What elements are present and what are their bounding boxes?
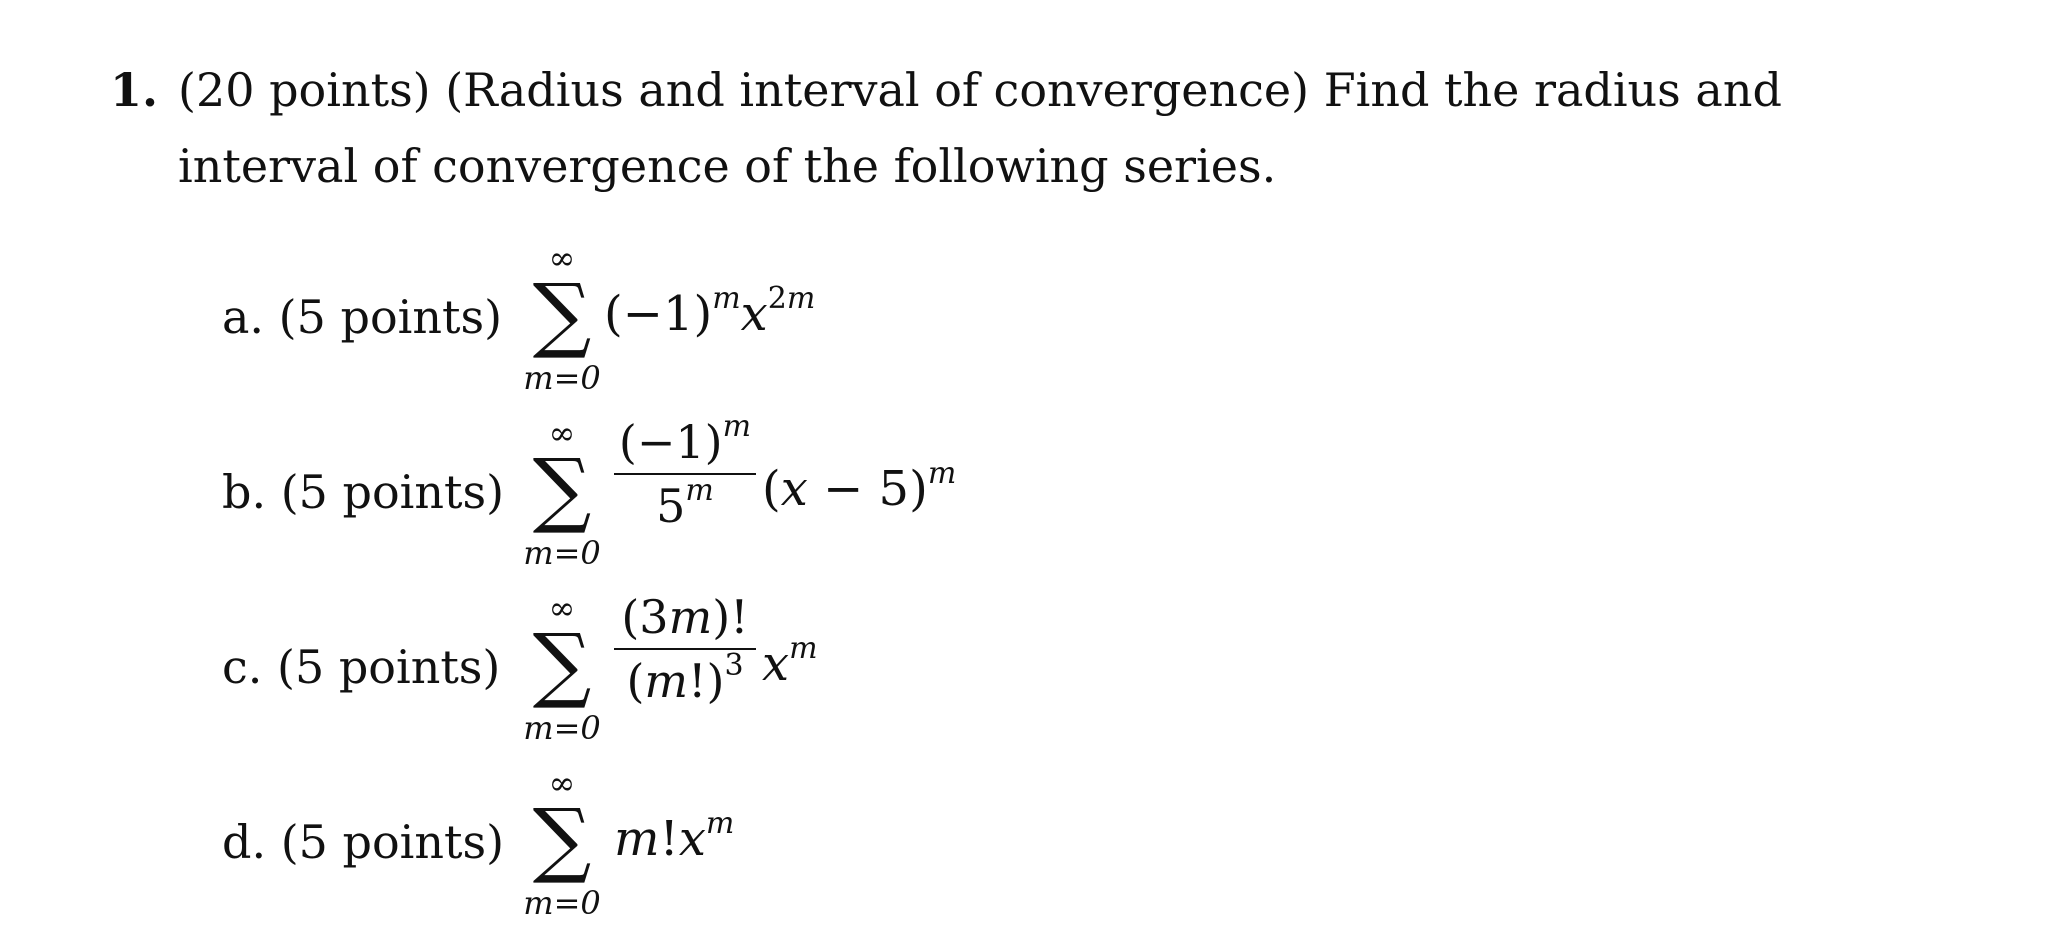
part-c-sum-lower: m=0 — [523, 709, 601, 747]
part-c-fraction — [614, 590, 756, 708]
problem-number: 1. — [110, 63, 159, 117]
problem-statement — [110, 52, 1910, 204]
part-c — [222, 590, 1622, 750]
part-b-sigma: ∑ — [532, 442, 592, 537]
part-b — [222, 409, 1622, 575]
part-c-label: c. (5 points) — [222, 640, 501, 694]
part-a — [222, 240, 1622, 400]
problem-line-1 — [110, 52, 1910, 128]
part-b-sum-upper: ∞ — [548, 414, 576, 452]
part-d-sum-lower: m=0 — [523, 884, 601, 922]
part-d-sigma: ∑ — [532, 792, 592, 887]
part-b-expression: $(x - 5)^m$ — [762, 456, 957, 517]
problem-line-2 — [110, 128, 1910, 204]
part-d — [222, 765, 1622, 925]
part-c-denominator: $(m!)^3$ — [626, 648, 744, 708]
part-b-sum-lower: m=0 — [523, 534, 601, 572]
problem-text-line-2: interval of convergence of the following series. — [178, 139, 1277, 193]
part-b-label: b. (5 points) — [222, 465, 505, 519]
part-c-sigma: ∑ — [532, 617, 592, 712]
part-c-expression: $x^m$ — [762, 631, 818, 692]
part-b-denominator: 5$^m$ — [656, 473, 714, 533]
part-d-expression: $m!x^m$ — [614, 806, 735, 867]
part-b-numerator: $(-1)^m$ — [618, 409, 752, 469]
part-b-fraction — [614, 409, 756, 533]
problem-text-line-1: (20 points) (Radius and interval of convergence) Find the radius and — [178, 63, 1782, 117]
part-c-sum-upper: ∞ — [548, 589, 576, 627]
part-c-numerator: (3m)! — [621, 590, 749, 644]
part-a-sum-upper: ∞ — [548, 239, 576, 277]
part-a-sum-lower: m=0 — [523, 359, 601, 397]
part-a-sigma: ∑ — [532, 267, 592, 362]
part-d-label: d. (5 points) — [222, 815, 505, 869]
part-d-sum-upper: ∞ — [548, 764, 576, 802]
part-a-expression: $(-1)^mx^{2m}$ — [604, 281, 816, 342]
part-a-label: a. (5 points) — [222, 290, 503, 344]
